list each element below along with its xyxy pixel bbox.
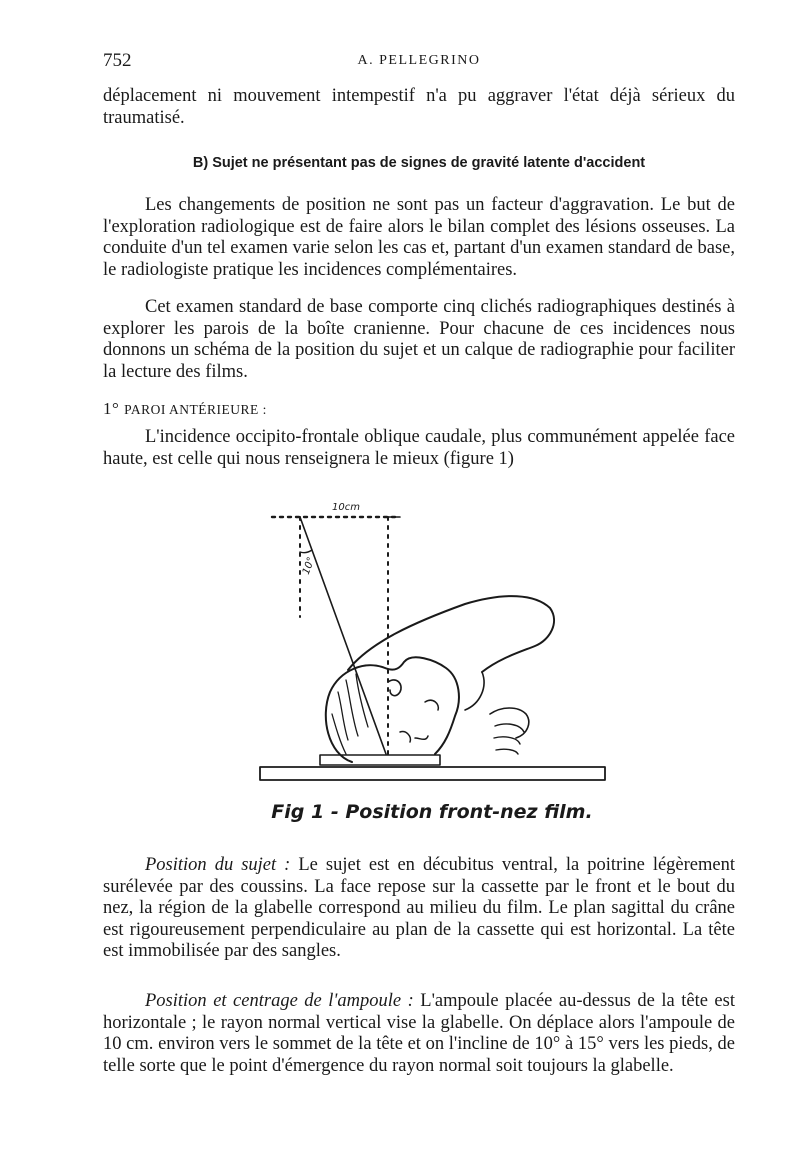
cassette xyxy=(320,755,440,765)
subject-position-lead: Position du sujet : xyxy=(145,855,291,875)
label-distance: 10cm xyxy=(332,502,360,513)
subject-position-body: Le sujet est en décubitus ventral, la poitrine légèrement surélevée par des coussins. La face repose sur la cassette par le front et le bout du nez, la région de la glabelle correspond au milieu du film. Le plan sagittal du crâne est rigoureusement perpendiculaire au plan de la cassette qui est horizontal. La tête est immobilisée par des sangles. xyxy=(103,855,736,961)
page-header xyxy=(103,50,735,74)
paragraph-tube-position xyxy=(103,991,735,1077)
paragraph-subject-position xyxy=(103,855,735,963)
subheading-label: PAROI ANTÉRIEURE : xyxy=(124,402,267,417)
subheading-number: 1° xyxy=(103,399,120,418)
tube-position-body: L'ampoule placée au-dessus de la tête est horizontale ; le rayon normal vertical vise la glabelle. On déplace alors l'ampoule de 10 cm. environ vers le sommet de la tête et on l'incline de 10° à 15° vers les pieds, de telle sorte que le point d'émergence du rayon normal soit toujours la glabelle. xyxy=(103,991,735,1076)
section-heading-b: B) Sujet ne présentant pas de signes de gravité latente d'accident xyxy=(192,155,646,171)
head-outline xyxy=(326,657,459,762)
paragraph-standard-exam: Cet examen standard de base comporte cinq clichés radiographiques destinés à explorer les parois de la boîte cranienne. Pour chacune de ces incidences nous donnons un schéma de la position du sujet et un calque de radiographie pour faciliter la lecture des films. xyxy=(103,297,735,382)
table-base xyxy=(260,767,605,780)
paragraph-changes: Les changements de position ne sont pas un facteur d'aggravation. Le but de l'exploration radiologique est de faire alors le bilan complet des lésions osseuses. La conduite d'un tel examen varie selon les cas et, partant d'un examen standard de base, le radiologiste pratique les incidences complémentaires. xyxy=(103,195,735,280)
page-number: 752 xyxy=(103,50,132,71)
paragraph-continuation: déplacement ni mouvement intempestif n'a pu aggraver l'état déjà sérieux du traumatisé. xyxy=(103,86,735,128)
subheading-anterior-wall xyxy=(103,399,267,419)
paragraph-incidence: L'incidence occipito-frontale oblique caudale, plus communément appelée face haute, est celle qui nous renseignera le mieux (figure 1) xyxy=(103,427,735,469)
figure-1-drawing xyxy=(250,492,610,792)
tube-position-lead: Position et centrage de l'ampoule : xyxy=(145,991,414,1011)
running-head: A. PELLEGRINO xyxy=(357,53,481,68)
figure-1 xyxy=(250,492,610,792)
arm-outline xyxy=(348,596,554,672)
label-angle: 10° xyxy=(300,555,318,577)
figure-caption: Fig 1 - Position front-nez film. xyxy=(271,801,593,823)
